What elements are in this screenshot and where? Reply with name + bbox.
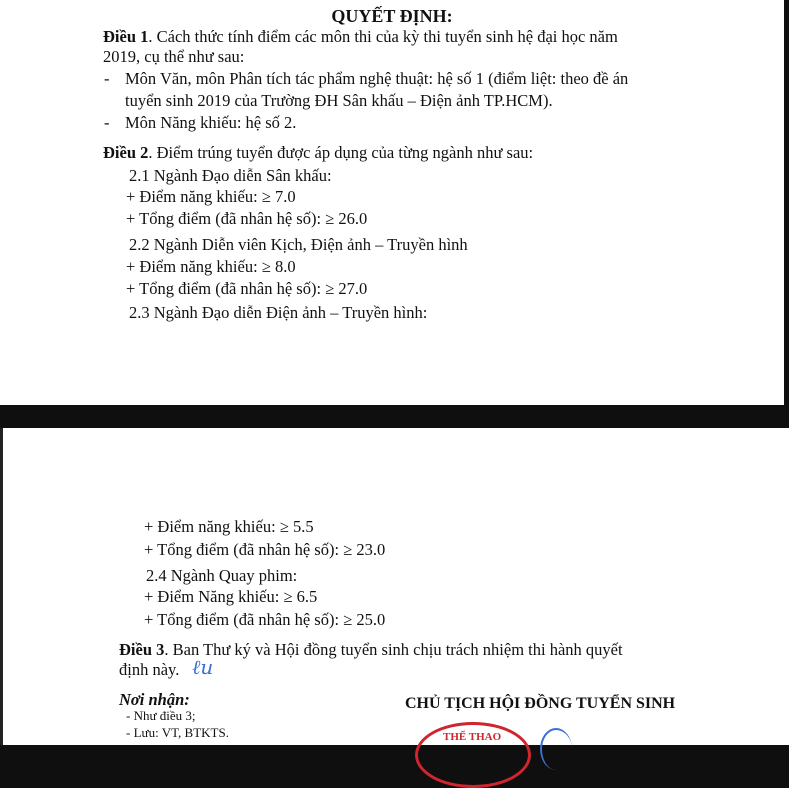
signature-icon bbox=[540, 728, 572, 770]
major-2-1-total-score: + Tổng điểm (đã nhân hệ số): ≥ 26.0 bbox=[126, 209, 368, 228]
chairman-title: CHỦ TỊCH HỘI ĐỒNG TUYỂN SINH bbox=[405, 695, 676, 712]
recipients-heading: Nơi nhận: bbox=[119, 690, 190, 709]
major-2-4-total-score: + Tổng điểm (đã nhân hệ số): ≥ 25.0 bbox=[144, 610, 386, 629]
major-2-3-total-score: + Tổng điểm (đã nhân hệ số): ≥ 23.0 bbox=[144, 540, 386, 559]
recipient-item: - Lưu: VT, BTKTS. bbox=[126, 725, 229, 740]
article-1-line-1 bbox=[103, 27, 618, 47]
seal-text: THỂ THAO bbox=[443, 731, 502, 743]
subject-literature-line-2: tuyển sinh 2019 của Trường ĐH Sân khấu – Điện ảnh TP.HCM). bbox=[125, 91, 553, 110]
article-3-line-2: định này. bbox=[119, 660, 180, 679]
subject-talent: Môn Năng khiếu: hệ số 2. bbox=[125, 113, 297, 132]
major-2-2-total-score: + Tổng điểm (đã nhân hệ số): ≥ 27.0 bbox=[126, 279, 368, 298]
article-2-text: . Điểm trúng tuyển được áp dụng của từng ngành như sau: bbox=[148, 143, 534, 162]
major-2-3-talent-score: + Điểm năng khiếu: ≥ 5.5 bbox=[144, 517, 314, 536]
major-2-2: 2.2 Ngành Diễn viên Kịch, Điện ảnh – Truyền hình bbox=[129, 235, 468, 254]
major-2-1: 2.1 Ngành Đạo diễn Sân khấu: bbox=[129, 166, 332, 185]
article-2-line bbox=[103, 143, 533, 163]
major-2-1-talent-score: + Điểm năng khiếu: ≥ 7.0 bbox=[126, 187, 296, 206]
article-1-text: . Cách thức tính điểm các môn thi của kỳ thi tuyển sinh hệ đại học năm bbox=[148, 27, 618, 46]
article-3-label: Điều 3 bbox=[119, 640, 165, 659]
major-2-4: 2.4 Ngành Quay phim: bbox=[146, 566, 298, 585]
recipient-item: - Như điều 3; bbox=[126, 708, 196, 723]
initial-signature-icon: ℓu bbox=[192, 655, 214, 679]
subject-literature-line-1: Môn Văn, môn Phân tích tác phẩm nghệ thuật: hệ số 1 (điểm liệt: theo đề án bbox=[125, 69, 629, 88]
bullet-dash: - bbox=[104, 113, 110, 132]
article-3-text: . Ban Thư ký và Hội đồng tuyển sinh chịu trách nhiệm thi hành quyết bbox=[164, 640, 623, 659]
major-2-3: 2.3 Ngành Đạo diễn Điện ảnh – Truyền hình: bbox=[129, 303, 428, 322]
decision-title: QUYẾT ĐỊNH: bbox=[331, 6, 453, 26]
article-1-label: Điều 1 bbox=[103, 27, 149, 46]
article-2-label: Điều 2 bbox=[103, 143, 149, 162]
article-1-line-2: 2019, cụ thể như sau: bbox=[103, 47, 245, 66]
bullet-dash: - bbox=[104, 69, 110, 88]
major-2-4-talent-score: + Điểm Năng khiếu: ≥ 6.5 bbox=[144, 587, 318, 606]
official-seal-icon bbox=[415, 722, 531, 788]
major-2-2-talent-score: + Điểm năng khiếu: ≥ 8.0 bbox=[126, 257, 296, 276]
